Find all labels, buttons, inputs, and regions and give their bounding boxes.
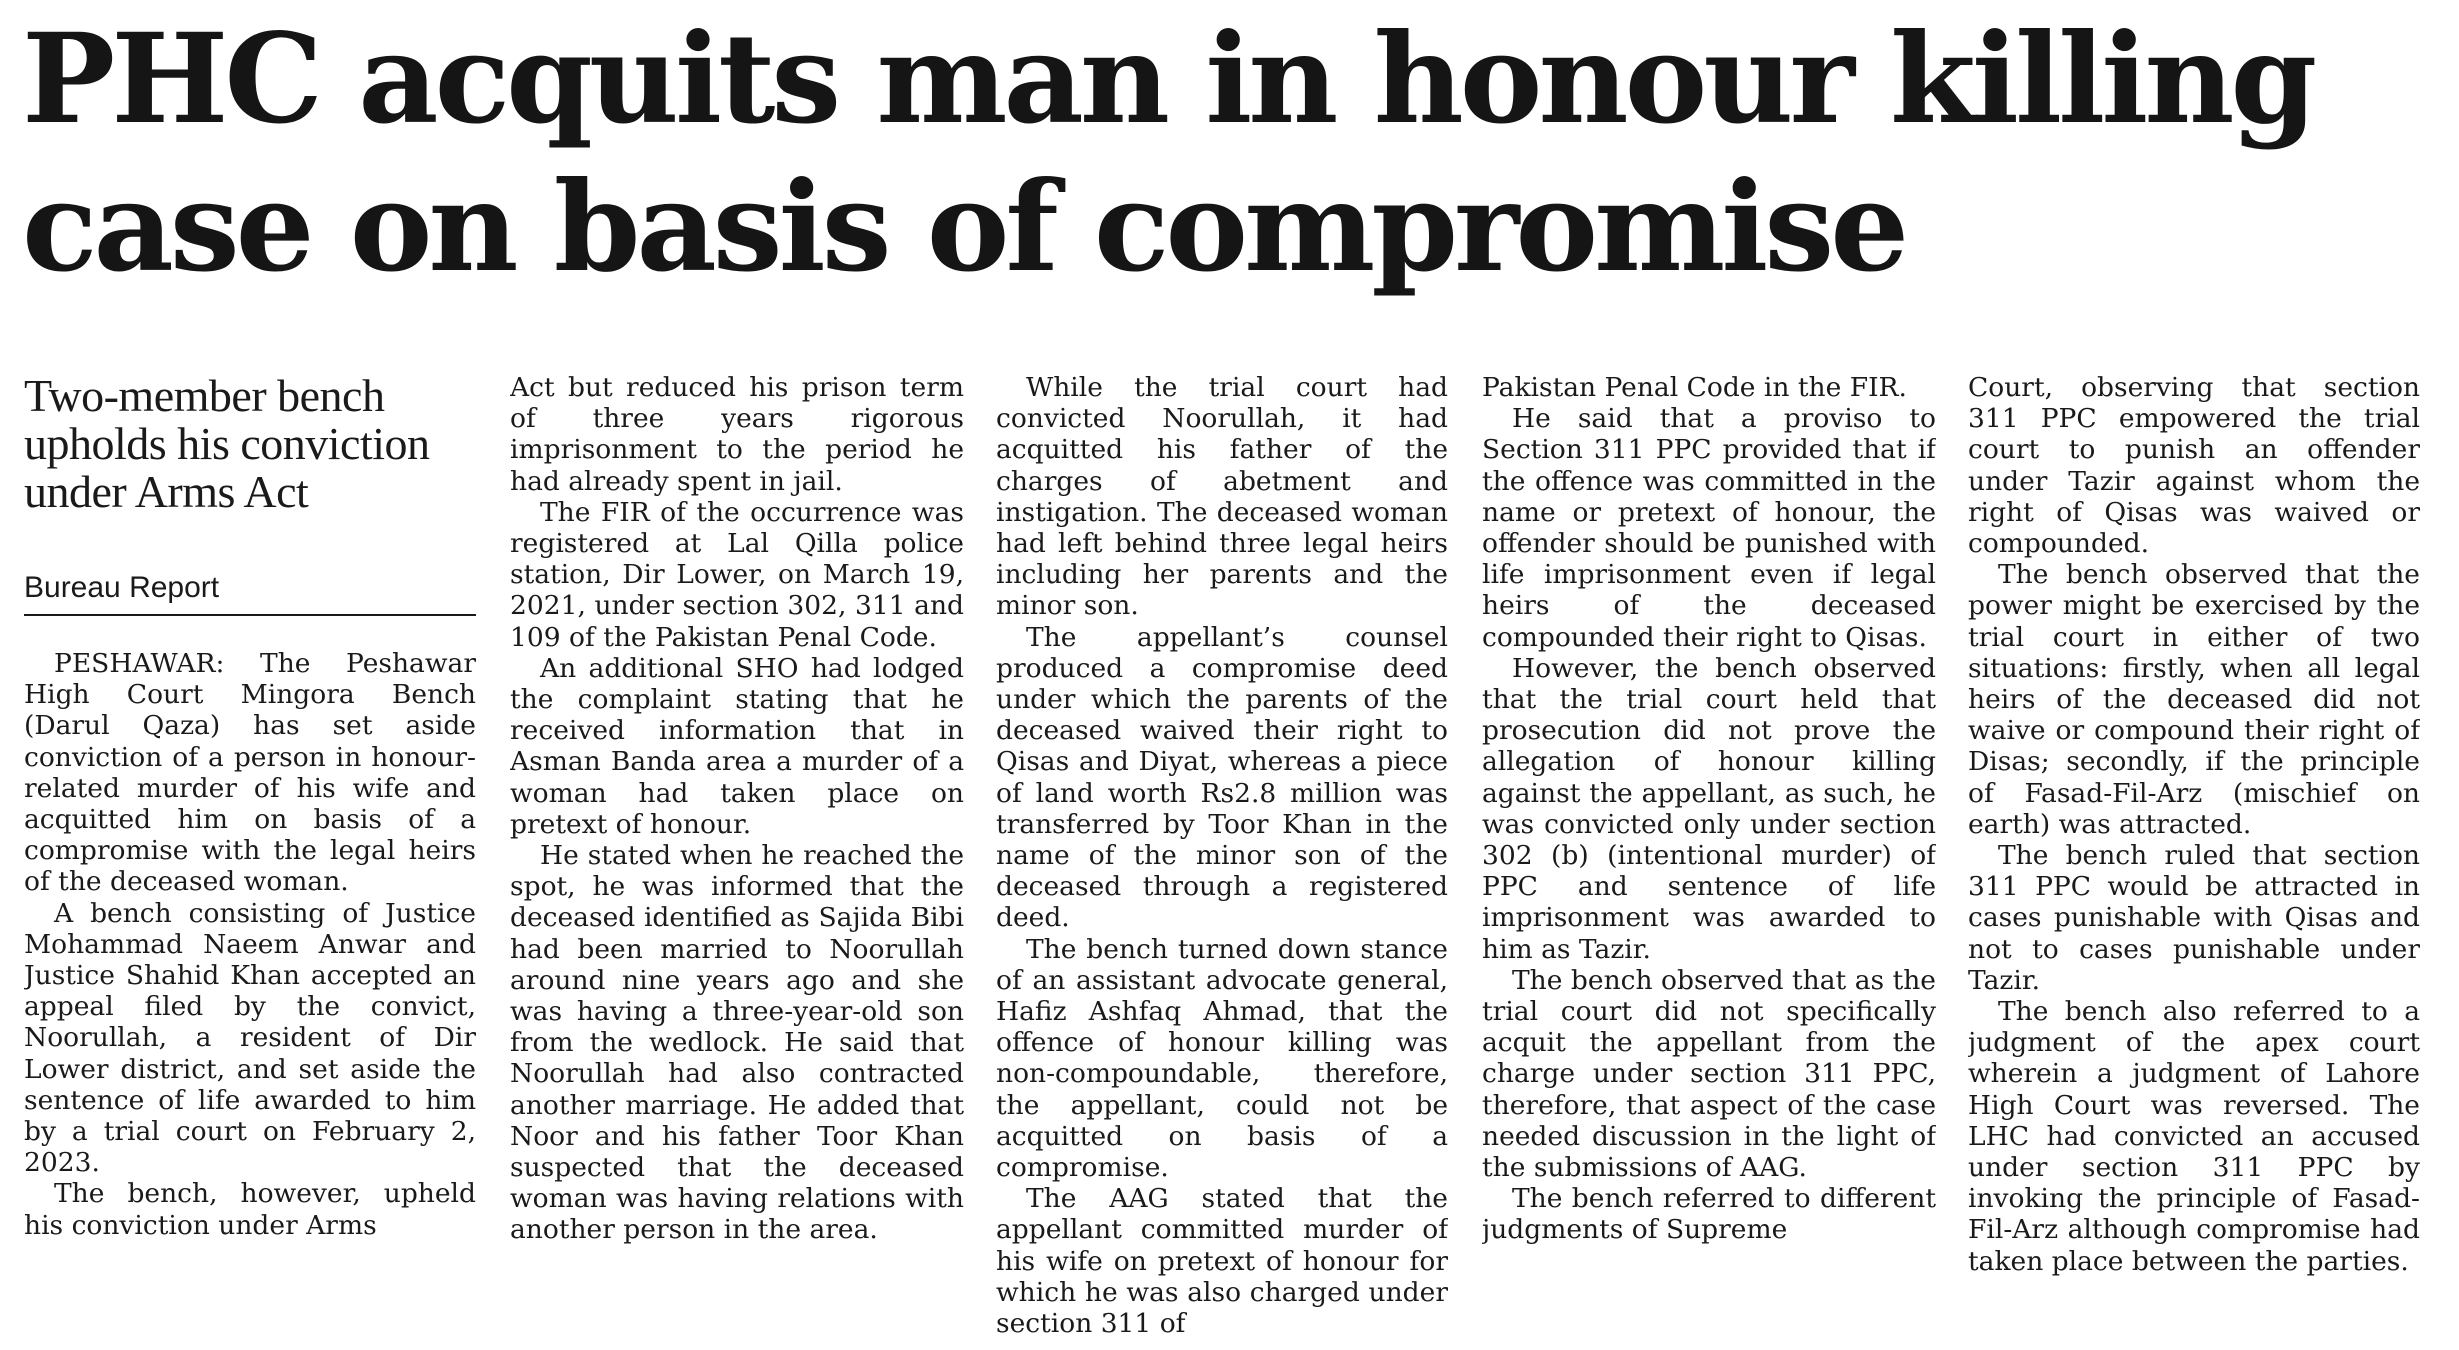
paragraph: The bench observed that the power might be exercised by the trial court in either of two situations: firstly, when all legal heirs of the deceased did not waive or compound their right of Disas; secondly, if the principle of Fasad-Fil-Arz (mischief on earth) was attracted. bbox=[1968, 559, 2420, 840]
paragraph: Act but reduced his prison term of three years rigorous imprisonment to the period he had already spent in jail. bbox=[510, 372, 964, 497]
paragraph: The bench turned down stance of an assistant advocate general, Hafiz Ashfaq Ahmad, that the offence of honour killing was non-compoundable, therefore, the appellant, could not be acquitted on basis of a compromise. bbox=[996, 933, 1448, 1184]
article-column-2 bbox=[510, 372, 964, 1342]
paragraph: He said that a proviso to Section 311 PPC provided that if the offence was committed in the name or pretext of honour, the offender should be punished with life imprisonment even if legal heirs of the deceased compounded their right to Qisas. bbox=[1482, 403, 1936, 653]
headline: PHC acquits man in honour killing case on basis of compromise bbox=[22, 7, 2314, 300]
paragraph: The AAG stated that the appellant committed murder of his wife on pretext of honour for which he was also charged under section 311 of bbox=[996, 1183, 1448, 1340]
paragraph: The bench also referred to a judgment of the apex court wherein a judgment of Lahore High Court was reversed. The LHC had convicted an accused under section 311 PPC by invoking the principle of Fasad-Fil-Arz although compromise had taken place between the parties. bbox=[1968, 996, 2420, 1277]
byline: Bureau Report bbox=[24, 570, 476, 616]
paragraph: However, the bench observed that the trial court held that prosecution did not prove the allegation of honour killing against the appellant, as such, he was convicted only under section 302 (b) (intentional murder) of PPC and sentence of life imprisonment was awarded to him as Tazir. bbox=[1482, 652, 1936, 965]
paragraph: An additional SHO had lodged the complaint stating that he received information that in Asman Banda area a murder of a woman had taken place on pretext of honour. bbox=[510, 652, 964, 840]
dateline: PESHAWAR: bbox=[54, 648, 225, 679]
article-column-5 bbox=[1968, 372, 2420, 1342]
article-column-4 bbox=[1482, 372, 1936, 1342]
paragraph: The FIR of the occurrence was registered at Lal Qilla police station, Dir Lower, on March 19, 2021, under section 302, 311 and 109 of the Pakistan Penal Code. bbox=[510, 496, 964, 653]
subheadline: Two-member bench upholds his conviction under Arms Act bbox=[24, 372, 430, 517]
article-column-1 bbox=[24, 372, 476, 1342]
paragraph: A bench consisting of Justice Mohammad Naeem Anwar and Justice Shahid Khan accepted an appeal filed by the convict, Noorullah, a resident of Dir Lower district, and set aside the sentence of life awarded to him by a trial court on February 2, 2023. bbox=[24, 897, 476, 1179]
paragraph: While the trial court had convicted Noorullah, it had acquitted his father of the charges of abetment and instigation. The deceased woman had left behind three legal heirs including her parents and the minor son. bbox=[996, 372, 1448, 622]
paragraph: The bench referred to different judgments of Supreme bbox=[1482, 1183, 1936, 1246]
paragraph: The bench, however, upheld his conviction under Arms bbox=[24, 1178, 476, 1241]
paragraph: He stated when he reached the spot, he was informed that the deceased identified as Sajida Bibi had been married to Noorullah around nine years ago and she was having a three-year-old son from the wedlock. He said that Noorullah had also contracted another marriage. He added that Noor and his father Toor Khan suspected that the deceased woman was having relations with another person in the area. bbox=[510, 840, 964, 1246]
paragraph: The appellant’s counsel produced a compromise deed under which the parents of the deceased waived their right to Qisas and Diyat, whereas a piece of land worth Rs2.8 million was transferred by Toor Khan in the name of the minor son of the deceased through a registered deed. bbox=[996, 621, 1448, 934]
paragraph: Court, observing that section 311 PPC empowered the trial court to punish an offender under Tazir against whom the right of Qisas was waived or compounded. bbox=[1968, 372, 2420, 560]
paragraph: The bench observed that as the trial court did not specifically acquit the appellant from the charge under section 311 PPC, therefore, that aspect of the case needed discussion in the light of the submissions of AAG. bbox=[1482, 964, 1936, 1184]
paragraph: Pakistan Penal Code in the FIR. bbox=[1482, 372, 1907, 403]
article-column-3 bbox=[996, 372, 1448, 1342]
paragraph: The bench ruled that section 311 PPC would be attracted in cases punishable with Qisas and not to cases punishable under Tazir. bbox=[1968, 840, 2420, 996]
paragraph-text: The Peshawar High Court Mingora Bench (Darul Qaza) has set aside conviction of a person in honour-related murder of his wife and acquitted him on basis of a compromise with the legal heirs of the deceased woman. bbox=[24, 648, 476, 898]
lead-paragraph bbox=[24, 648, 476, 898]
